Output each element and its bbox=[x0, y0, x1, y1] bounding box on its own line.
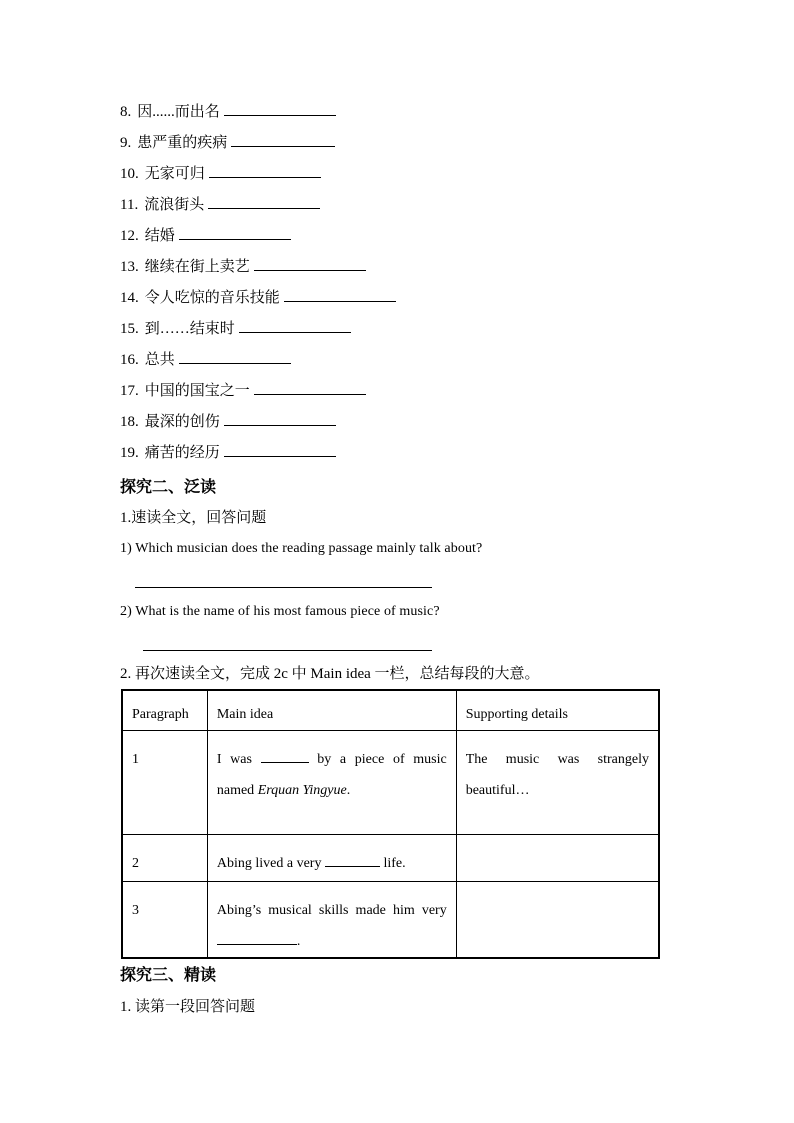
row-paragraph-number: 3 bbox=[122, 882, 207, 959]
answer-blank[interactable] bbox=[239, 318, 351, 333]
item-number: 11. bbox=[120, 197, 139, 213]
list-item bbox=[120, 318, 396, 349]
fill-blank[interactable] bbox=[217, 930, 297, 945]
list-item bbox=[120, 442, 396, 473]
item-number: 8. bbox=[120, 104, 132, 120]
list-item bbox=[120, 101, 396, 132]
header-supporting-details: Supporting details bbox=[456, 690, 659, 731]
item-number: 18. bbox=[120, 414, 139, 430]
main-idea-table bbox=[121, 689, 660, 959]
item-phrase: 到……结束时 bbox=[144, 321, 235, 337]
list-item bbox=[120, 287, 396, 318]
section-heading-skim: 探究二、泛读 bbox=[120, 477, 217, 496]
vocab-list bbox=[120, 101, 396, 473]
task-paragraph-one: 1. 读第一段回答问题 bbox=[120, 999, 256, 1015]
header-paragraph: Paragraph bbox=[122, 690, 207, 731]
row-main-idea: Abing’s musical skills made him very . bbox=[207, 882, 456, 959]
list-item bbox=[120, 349, 396, 380]
item-number: 12. bbox=[120, 228, 139, 244]
row-main-idea: Abing lived a very life. bbox=[207, 835, 456, 882]
item-phrase: 总共 bbox=[144, 352, 175, 368]
header-main-idea: Main idea bbox=[207, 690, 456, 731]
answer-blank[interactable] bbox=[231, 132, 335, 147]
item-phrase: 结婚 bbox=[144, 228, 175, 244]
fill-blank[interactable] bbox=[325, 852, 380, 867]
item-phrase: 因......而出名 bbox=[137, 104, 220, 120]
answer-blank[interactable] bbox=[254, 256, 366, 271]
item-phrase: 令人吃惊的音乐技能 bbox=[144, 290, 280, 306]
answer-blank[interactable] bbox=[179, 225, 291, 240]
answer-blank[interactable] bbox=[179, 349, 291, 364]
answer-blank[interactable] bbox=[209, 163, 321, 178]
answer-blank[interactable] bbox=[224, 101, 336, 116]
task-skim-questions: 1.速读全文，回答问题 bbox=[120, 510, 267, 526]
row-main-idea: I was by a piece of music named Erquan Yingyue. bbox=[207, 731, 456, 835]
answer-blank[interactable] bbox=[224, 442, 336, 457]
item-number: 14. bbox=[120, 290, 139, 306]
row-supporting-details: The music was strangely beautiful… bbox=[456, 731, 659, 835]
item-phrase: 中国的国宝之一 bbox=[144, 383, 250, 399]
item-number: 17. bbox=[120, 383, 139, 399]
answer-blank[interactable] bbox=[254, 380, 366, 395]
answer-blank[interactable] bbox=[224, 411, 336, 426]
section-heading-intensive: 探究三、精读 bbox=[120, 965, 217, 984]
question-1: 1) Which musician does the reading passage mainly talk about? bbox=[120, 541, 483, 556]
table-header-row bbox=[122, 690, 659, 731]
table-row bbox=[122, 731, 659, 835]
item-phrase: 继续在街上卖艺 bbox=[144, 259, 250, 275]
list-item bbox=[120, 411, 396, 442]
answer-line-1[interactable] bbox=[135, 587, 432, 588]
row-supporting-details[interactable] bbox=[456, 882, 659, 959]
list-item bbox=[120, 194, 396, 225]
task-main-idea: 2. 再次速读全文，完成 2c 中 Main idea 一栏，总结每段的大意。 bbox=[120, 666, 540, 682]
list-item bbox=[120, 225, 396, 256]
table-row bbox=[122, 835, 659, 882]
answer-blank[interactable] bbox=[208, 194, 320, 209]
item-number: 13. bbox=[120, 259, 139, 275]
item-number: 16. bbox=[120, 352, 139, 368]
list-item bbox=[120, 256, 396, 287]
item-phrase: 无家可归 bbox=[144, 166, 205, 182]
item-phrase: 患严重的疾病 bbox=[137, 135, 228, 151]
answer-line-2[interactable] bbox=[143, 650, 432, 651]
row-supporting-details[interactable] bbox=[456, 835, 659, 882]
item-number: 15. bbox=[120, 321, 139, 337]
item-phrase: 最深的创伤 bbox=[144, 414, 220, 430]
list-item bbox=[120, 380, 396, 411]
answer-blank[interactable] bbox=[284, 287, 396, 302]
question-2: 2) What is the name of his most famous piece of music? bbox=[120, 604, 440, 619]
list-item bbox=[120, 132, 396, 163]
item-number: 9. bbox=[120, 135, 132, 151]
item-phrase: 流浪街头 bbox=[144, 197, 205, 213]
table-row bbox=[122, 882, 659, 959]
item-number: 10. bbox=[120, 166, 139, 182]
list-item bbox=[120, 163, 396, 194]
item-number: 19. bbox=[120, 445, 139, 461]
fill-blank[interactable] bbox=[261, 748, 309, 763]
item-phrase: 痛苦的经历 bbox=[144, 445, 220, 461]
row-paragraph-number: 1 bbox=[122, 731, 207, 835]
row-paragraph-number: 2 bbox=[122, 835, 207, 882]
